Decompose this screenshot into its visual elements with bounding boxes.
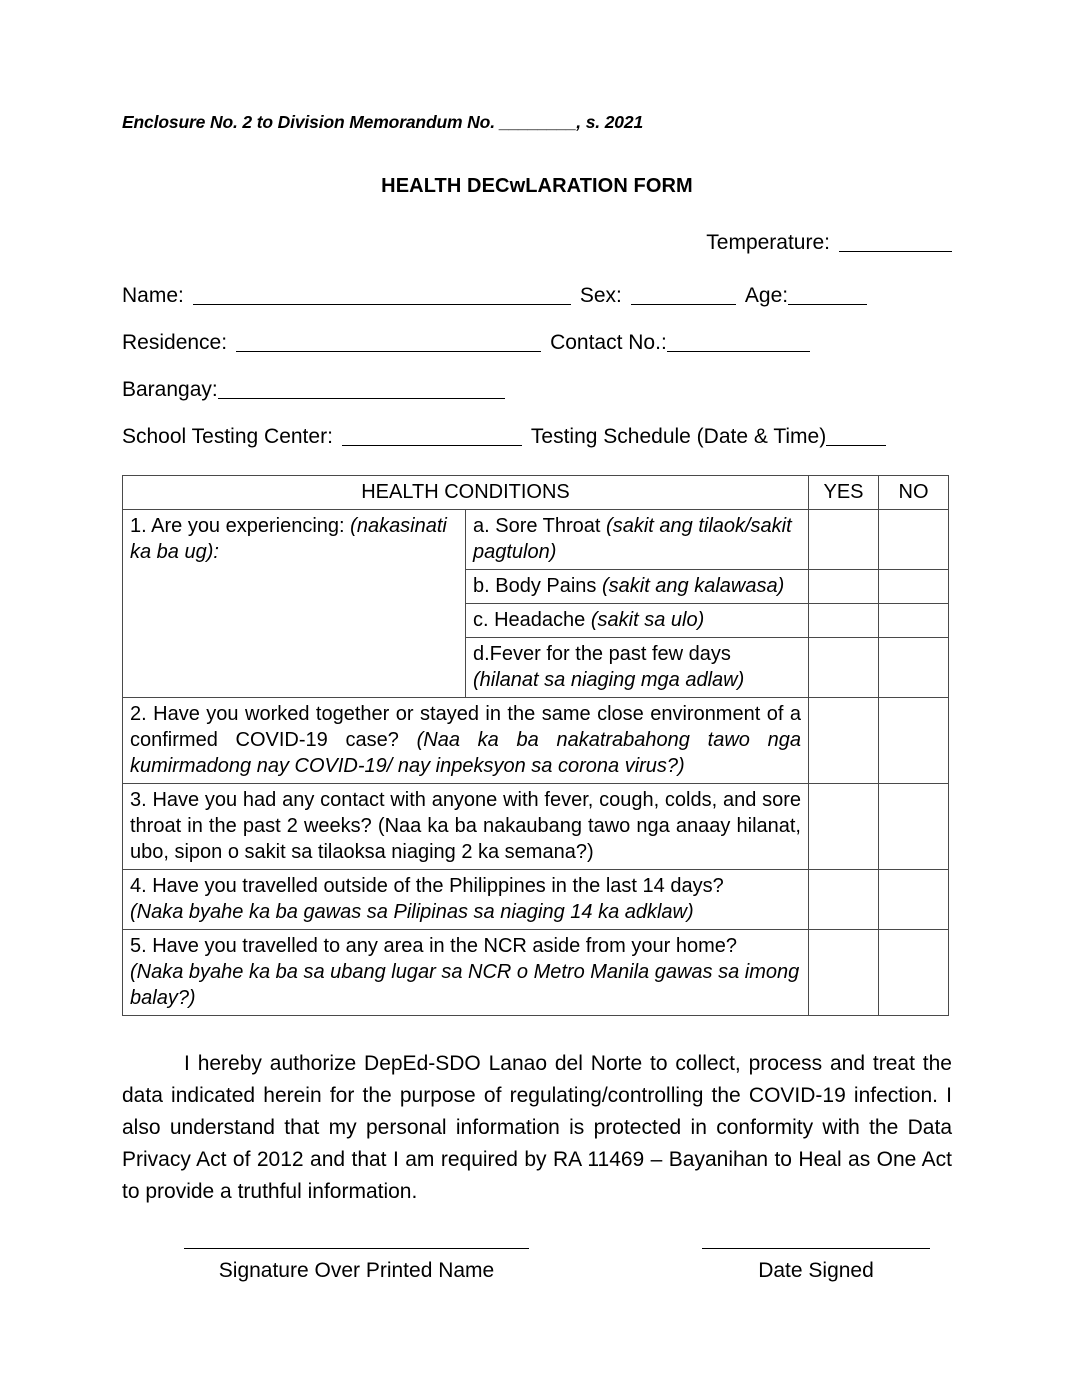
q1c-no-checkbox[interactable] xyxy=(879,604,949,638)
temperature-label: Temperature: xyxy=(706,231,830,254)
q1c-yes-checkbox[interactable] xyxy=(809,604,879,638)
q3-no-checkbox[interactable] xyxy=(879,784,949,870)
question-1d-text xyxy=(466,638,809,698)
page-title: HEALTH DECwLARATION FORM xyxy=(381,175,693,197)
q1d-cebuano: (hilanat sa niaging mga adlaw) xyxy=(473,669,745,691)
q1b-cebuano: (sakit ang kalawasa) xyxy=(601,575,785,597)
table-row xyxy=(123,698,949,784)
q3-yes-checkbox[interactable] xyxy=(809,784,879,870)
school-testing-center-label: School Testing Center: xyxy=(122,425,333,448)
signature-section xyxy=(122,1248,952,1283)
question-1-cebuano: (nakasinati ka ba ug): xyxy=(130,515,447,563)
q2-cebuano: (Naa ka ba nakatrabahong tawo nga kumirmadong nay COVID-19/ nay inpeksyon sa corona virus?) xyxy=(130,729,801,777)
q1a-cebuano: (sakit ang tilaok/sakit pagtulon) xyxy=(473,515,792,563)
date-signed-line[interactable] xyxy=(702,1248,930,1249)
q1b-yes-checkbox[interactable] xyxy=(809,570,879,604)
sex-label: Sex: xyxy=(579,284,622,307)
residence-label: Residence: xyxy=(122,331,228,354)
name-input-blank[interactable] xyxy=(193,284,571,305)
testing-schedule-input-blank[interactable] xyxy=(826,425,886,446)
table-row xyxy=(123,784,949,870)
barangay-input-blank[interactable] xyxy=(218,378,505,399)
testing-schedule-label: Testing Schedule (Date & Time) xyxy=(530,425,827,448)
age-input-blank[interactable] xyxy=(788,284,867,305)
q5-yes-checkbox[interactable] xyxy=(809,930,879,1016)
q1a-yes-checkbox[interactable] xyxy=(809,510,879,570)
table-row xyxy=(123,930,949,1016)
name-sex-age-row xyxy=(122,284,952,308)
residence-contact-row xyxy=(122,331,952,355)
signature-block-right xyxy=(702,1248,930,1283)
header-health-conditions: HEALTH CONDITIONS xyxy=(123,476,809,510)
question-3-text: 3. Have you had any contact with anyone with fever, cough, colds, and sore throat in the past 2 weeks? (Naa ka ba nakaubang tawo nga anaay hilanat, ubo, sipon o sakit sa tilaoksa niaging 2 ka semana?) xyxy=(123,784,809,870)
residence-input-blank[interactable] xyxy=(236,331,541,352)
age-label: Age: xyxy=(744,284,789,307)
table-row xyxy=(123,510,949,570)
authorization-paragraph: I hereby authorize DepEd-SDO Lanao del Norte to collect, process and treat the data indicated herein for the purpose of regulating/controlling the COVID-19 infection. I also understand that my personal information is protected in conformity with the Data Privacy Act of 2012 and that I am required by RA 11469 – Bayanihan to Heal as One Act to provide a truthful information. xyxy=(122,1052,952,1203)
q2-english: 2. Have you worked together or stayed in the same close environment of a confirmed COVID-19 case? xyxy=(130,703,801,751)
q1b-english: b. Body Pains xyxy=(473,575,602,597)
temperature-field-row xyxy=(122,231,952,255)
q5-cebuano: (Naka byahe ka ba sa ubang lugar sa NCR o Metro Manila gawas sa imong balay?) xyxy=(130,961,800,1009)
name-label: Name: xyxy=(122,284,184,307)
school-testing-center-input-blank[interactable] xyxy=(342,425,522,446)
q1b-no-checkbox[interactable] xyxy=(879,570,949,604)
q1d-no-checkbox[interactable] xyxy=(879,638,949,698)
question-1a-text xyxy=(466,510,809,570)
table-row xyxy=(123,870,949,930)
q1d-yes-checkbox[interactable] xyxy=(809,638,879,698)
q1c-cebuano: (sakit sa ulo) xyxy=(590,609,705,631)
question-1-prompt-cell xyxy=(123,510,466,698)
question-1b-text xyxy=(466,570,809,604)
q1c-english: c. Headache xyxy=(473,609,591,631)
contact-input-blank[interactable] xyxy=(667,331,810,352)
document-content xyxy=(122,0,952,1283)
question-1-english: 1. Are you experiencing: xyxy=(130,515,345,537)
signature-label: Signature Over Printed Name xyxy=(218,1258,495,1282)
temperature-input-blank[interactable] xyxy=(839,231,952,252)
header-no: NO xyxy=(879,476,949,510)
q4-cebuano: (Naka byahe ka ba gawas sa Pilipinas sa niaging 14 ka adklaw) xyxy=(130,901,694,923)
question-1c-text xyxy=(466,604,809,638)
q1a-english: a. Sore Throat xyxy=(473,515,607,537)
health-conditions-table xyxy=(122,475,949,1016)
signature-block-left xyxy=(184,1248,529,1283)
q4-english: 4. Have you travelled outside of the Philippines in the last 14 days? xyxy=(130,875,724,897)
q1a-no-checkbox[interactable] xyxy=(879,510,949,570)
signature-line[interactable] xyxy=(184,1248,529,1249)
header-yes: YES xyxy=(809,476,879,510)
question-2-text xyxy=(123,698,809,784)
contact-label: Contact No.: xyxy=(550,331,667,354)
q4-yes-checkbox[interactable] xyxy=(809,870,879,930)
barangay-row xyxy=(122,378,952,402)
q4-no-checkbox[interactable] xyxy=(879,870,949,930)
q5-english: 5. Have you travelled to any area in the NCR aside from your home? xyxy=(130,935,737,957)
question-4-text xyxy=(123,870,809,930)
q1d-english: d.Fever for the past few days xyxy=(473,643,731,665)
sex-input-blank[interactable] xyxy=(631,284,736,305)
testing-center-schedule-row xyxy=(122,425,952,449)
table-header-row xyxy=(123,476,949,510)
date-signed-label: Date Signed xyxy=(758,1258,874,1282)
enclosure-reference: Enclosure No. 2 to Division Memorandum No. ________, s. 2021 xyxy=(122,112,644,132)
q2-yes-checkbox[interactable] xyxy=(809,698,879,784)
q5-no-checkbox[interactable] xyxy=(879,930,949,1016)
question-5-text xyxy=(123,930,809,1016)
q2-no-checkbox[interactable] xyxy=(879,698,949,784)
barangay-label: Barangay: xyxy=(122,378,218,401)
